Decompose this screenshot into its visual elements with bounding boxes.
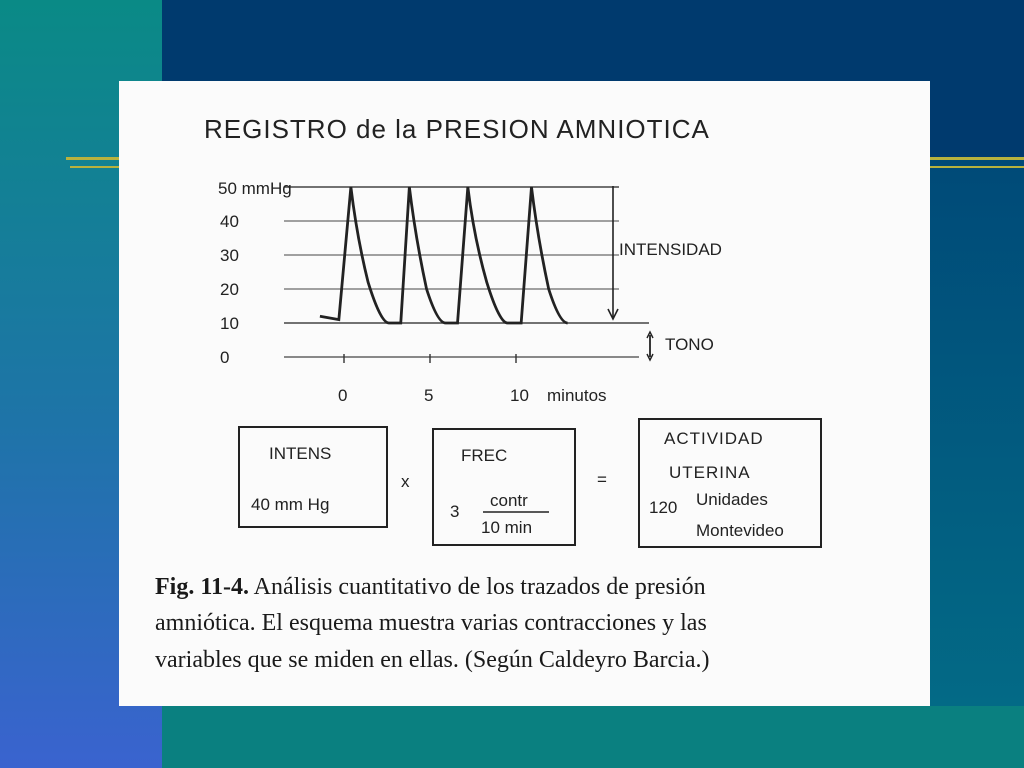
y-tick-label-10: 10 (220, 314, 239, 333)
caption-figure-label: Fig. 11-4. (155, 574, 249, 600)
y-tick-label-40: 40 (220, 212, 239, 231)
x-axis-label: minutos (547, 386, 607, 405)
intensity-box-title: INTENS (269, 444, 332, 463)
frequency-box-title: FREC (461, 446, 508, 465)
caption-line-2: amniótica. El esquema muestra varias contracciones y las (155, 610, 707, 636)
figure-card (119, 81, 930, 706)
y-tick-label-20: 20 (220, 280, 239, 299)
equals-operator: = (597, 470, 607, 489)
tone-annotation: TONO (665, 335, 714, 354)
x-tick-labels (338, 354, 529, 405)
times-operator: x (401, 472, 410, 491)
accent-rule-left (66, 157, 122, 160)
uterine-activity-title-1: ACTIVIDAD (664, 429, 764, 448)
tone-indicator (647, 332, 714, 360)
uterine-activity-unit-1: Unidades (696, 490, 768, 509)
uterine-activity-title-2: UTERINA (669, 463, 751, 482)
accent-rule-left-thin (70, 166, 122, 168)
intensity-annotation: INTENSIDAD (619, 240, 722, 259)
intensity-indicator (608, 186, 722, 319)
caption-line-3: variables que se miden en ellas. (Según Caldeyro Barcia.) (155, 647, 710, 673)
chart (218, 179, 722, 405)
frequency-numerator: contr (490, 491, 528, 510)
x-tick-label-0: 0 (338, 386, 348, 405)
figure-svg (119, 81, 930, 706)
caption-line-1-text: Análisis cuantitativo de los trazados de presión (249, 574, 706, 600)
y-tick-label-0: 0 (220, 348, 230, 367)
uterine-activity-value: 120 (649, 498, 678, 517)
accent-rule-right-thin (930, 166, 1024, 168)
y-tick-label-30: 30 (220, 246, 239, 265)
accent-rule-right (930, 157, 1024, 160)
frequency-coef: 3 (450, 502, 460, 521)
y-tick-labels (220, 212, 239, 367)
uterine-activity-unit-2: Montevideo (696, 521, 784, 540)
y-axis-unit-label: 50 mmHg (218, 179, 292, 198)
x-tick-label-5: 5 (424, 386, 434, 405)
background-right-panel (930, 160, 1024, 708)
formula (239, 419, 821, 547)
x-tick-label-10: 10 (510, 386, 529, 405)
intensity-box-value: 40 mm Hg (251, 495, 330, 514)
frequency-denominator: 10 min (481, 518, 533, 537)
figure-caption (155, 574, 709, 673)
background-bottom-band (162, 706, 1024, 768)
figure-title: REGISTRO de la PRESION AMNIOTICA (204, 114, 710, 144)
caption-line-1 (155, 574, 706, 600)
